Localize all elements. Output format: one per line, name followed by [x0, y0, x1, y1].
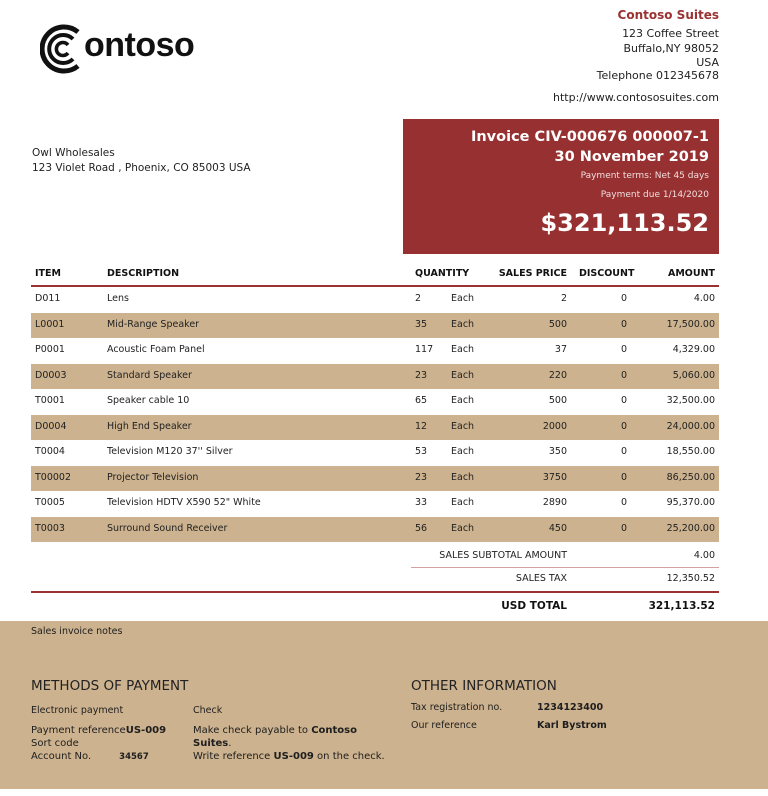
cell-description: Mid-Range Speaker: [107, 318, 200, 330]
cell-sales-price: 3750: [542, 471, 567, 483]
cell-description: Lens: [107, 293, 129, 304]
table-row: [31, 466, 719, 492]
cell-description: Standard Speaker: [107, 369, 192, 381]
cell-description: Projector Television: [107, 471, 199, 483]
cell-sales-price: 2: [560, 293, 567, 304]
cell-discount: 0: [621, 497, 628, 508]
invoice-date: 30 November 2019: [554, 149, 709, 165]
account-label: Account No.: [31, 751, 92, 762]
check-payee-1: Contoso: [311, 725, 357, 736]
header-amount: AMOUNT: [667, 268, 715, 279]
cell-quantity: 12: [415, 420, 428, 432]
cell-description: High End Speaker: [107, 420, 192, 432]
check-ref-suffix: on the check.: [313, 751, 385, 762]
check-details: [193, 724, 393, 763]
subtotal-label: SALES SUBTOTAL AMOUNT: [439, 550, 567, 561]
total-value: 321,113.52: [648, 600, 715, 612]
cell-description: Speaker cable 10: [107, 395, 190, 406]
cell-quantity: 2: [415, 293, 422, 304]
cell-amount: 4,329.00: [672, 344, 715, 355]
cell-item: D0004: [35, 420, 67, 432]
cell-item: D011: [35, 293, 61, 304]
check-period: .: [228, 738, 232, 749]
table-row: [31, 338, 719, 364]
logo-wordmark: ontoso: [84, 26, 195, 64]
subtotal-value: 4.00: [693, 550, 715, 561]
header-discount: DISCOUNT: [579, 268, 635, 279]
invoice-footer: [0, 621, 768, 789]
table-row: [31, 313, 719, 339]
tax-registration-label: Tax registration no.: [411, 702, 503, 713]
our-reference-label: Our reference: [411, 720, 477, 731]
cell-item: D0003: [35, 369, 67, 381]
cell-unit: Each: [451, 344, 475, 355]
cell-item: T0003: [35, 522, 65, 534]
cell-quantity: 117: [415, 344, 434, 355]
cell-sales-price: 2000: [542, 420, 567, 432]
table-row: [31, 415, 719, 441]
total-row: [411, 595, 719, 618]
check-label: Check: [193, 705, 223, 716]
totals: [411, 545, 719, 618]
cell-item: T00002: [35, 471, 72, 483]
cell-description: Television M120 37'' Silver: [107, 446, 233, 457]
cell-unit: Each: [451, 318, 475, 330]
our-reference-value: Karl Bystrom: [537, 720, 607, 731]
sort-code-label: Sort code: [31, 738, 79, 749]
cell-unit: Each: [451, 395, 475, 406]
contoso-logo: [40, 24, 200, 72]
table-body: [31, 287, 719, 542]
table-row: [31, 440, 719, 466]
cell-sales-price: 37: [554, 344, 567, 355]
payment-title: METHODS OF PAYMENT: [31, 678, 189, 694]
customer-address: [32, 146, 251, 175]
cell-unit: Each: [451, 497, 475, 508]
company-city: Buffalo,NY 98052: [623, 42, 719, 55]
subtotal-row: [411, 545, 719, 568]
cell-amount: 95,370.00: [666, 497, 715, 508]
table-row: [31, 287, 719, 313]
check-payable-text: Make check payable to: [193, 725, 312, 736]
customer-street: 123 Violet Road , Phoenix, CO 85003 USA: [32, 161, 251, 174]
cell-amount: 4.00: [693, 293, 715, 304]
customer-name: Owl Wholesales: [32, 147, 115, 159]
total-divider: [31, 591, 719, 593]
header-description: DESCRIPTION: [107, 268, 180, 279]
total-label: USD TOTAL: [501, 600, 567, 612]
cell-item: L0001: [35, 318, 65, 330]
cell-unit: Each: [451, 293, 475, 304]
check-payee-2: Suites: [193, 738, 229, 749]
cell-sales-price: 220: [548, 369, 567, 381]
cell-discount: 0: [621, 522, 628, 534]
company-address: [553, 8, 719, 106]
tax-registration-value: 1234123400: [537, 702, 604, 713]
other-title: OTHER INFORMATION: [411, 678, 557, 694]
invoice-notes: Sales invoice notes: [31, 626, 123, 637]
cell-discount: 0: [621, 318, 628, 330]
cell-discount: 0: [621, 420, 628, 432]
table-row: [31, 364, 719, 390]
logo-c-icon: [40, 24, 90, 74]
cell-item: T0001: [35, 395, 65, 406]
header-quantity: QUANTITY: [415, 268, 470, 279]
cell-unit: Each: [451, 420, 475, 432]
cell-item: P0001: [35, 344, 65, 355]
other-information: [411, 678, 741, 731]
company-url[interactable]: http://www.contososuites.com: [553, 91, 719, 104]
cell-unit: Each: [451, 471, 475, 483]
cell-sales-price: 500: [548, 395, 567, 406]
electronic-payment-label: Electronic payment: [31, 705, 124, 716]
cell-quantity: 23: [415, 369, 428, 381]
line-items-table: [31, 262, 719, 542]
cell-discount: 0: [621, 395, 628, 406]
cell-amount: 18,550.00: [666, 446, 715, 457]
header-sales-price: SALES PRICE: [498, 268, 567, 279]
cell-amount: 25,200.00: [666, 522, 715, 534]
cell-amount: 24,000.00: [666, 420, 715, 432]
payment-terms: Payment terms: Net 45 days: [580, 171, 709, 181]
tax-label: SALES TAX: [515, 573, 567, 584]
cell-sales-price: 450: [548, 522, 567, 534]
account-value: 34567: [119, 752, 149, 762]
company-street: 123 Coffee Street: [622, 26, 719, 40]
cell-quantity: 33: [415, 497, 428, 508]
invoice-summary: [403, 119, 719, 254]
cell-amount: 5,060.00: [672, 369, 715, 381]
cell-unit: Each: [451, 522, 475, 534]
tax-row: [411, 568, 719, 591]
check-ref-value: US-009: [273, 751, 314, 762]
cell-quantity: 23: [415, 471, 428, 483]
cell-description: Acoustic Foam Panel: [107, 344, 205, 355]
cell-quantity: 53: [415, 446, 428, 457]
cell-sales-price: 500: [548, 318, 567, 330]
cell-discount: 0: [621, 446, 628, 457]
table-row: [31, 491, 719, 517]
cell-amount: 17,500.00: [666, 318, 715, 330]
company-telephone: Telephone 012345678: [596, 68, 719, 82]
cell-description: Television HDTV X590 52" White: [107, 497, 261, 508]
table-row: [31, 389, 719, 415]
cell-sales-price: 350: [548, 446, 567, 457]
electronic-details: [31, 724, 166, 764]
cell-amount: 32,500.00: [666, 395, 715, 406]
header-item: ITEM: [35, 268, 61, 279]
company-country: USA: [696, 55, 719, 69]
table-header: [31, 262, 719, 287]
cell-quantity: 35: [415, 318, 428, 330]
cell-discount: 0: [621, 344, 628, 355]
cell-item: T0005: [35, 497, 65, 508]
payment-due: Payment due 1/14/2020: [600, 190, 709, 200]
cell-amount: 86,250.00: [666, 471, 715, 483]
company-name: Contoso Suites: [617, 8, 719, 22]
payment-ref-label: Payment reference: [31, 725, 126, 736]
cell-discount: 0: [621, 471, 628, 483]
cell-discount: 0: [621, 293, 628, 304]
cell-unit: Each: [451, 369, 475, 381]
tax-value: 12,350.52: [666, 573, 715, 584]
invoice-title: Invoice CIV-000676 000007-1: [470, 129, 709, 145]
cell-discount: 0: [621, 369, 628, 381]
cell-item: T0004: [35, 446, 65, 457]
cell-unit: Each: [451, 446, 475, 457]
table-row: [31, 517, 719, 543]
payment-ref-value: US-009: [125, 725, 167, 736]
cell-quantity: 65: [415, 395, 428, 406]
invoice-amount: $321,113.52: [540, 209, 709, 237]
cell-sales-price: 2890: [542, 497, 567, 508]
cell-quantity: 56: [415, 522, 428, 534]
methods-of-payment: [31, 678, 391, 762]
check-ref-text: Write reference: [193, 751, 274, 762]
cell-description: Surround Sound Receiver: [107, 522, 228, 534]
